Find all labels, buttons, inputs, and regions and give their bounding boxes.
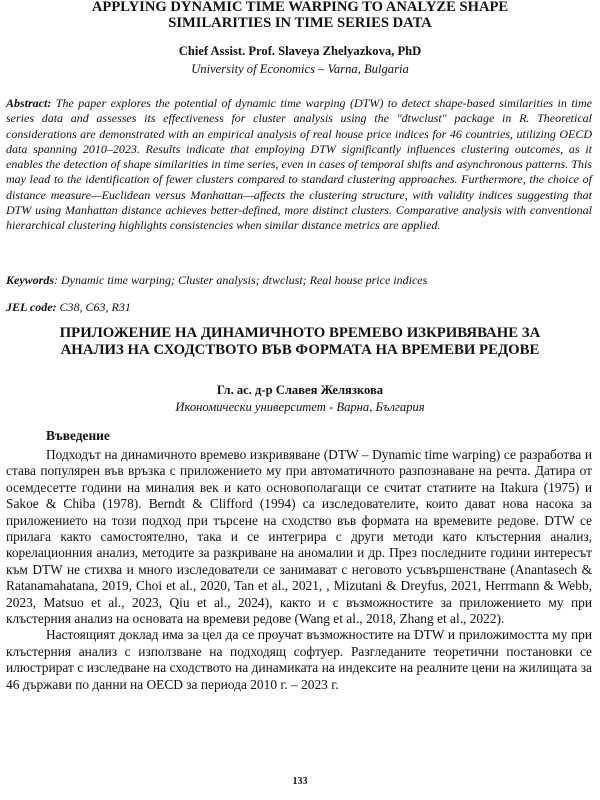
introduction-body [6,447,592,693]
jel-label: JEL code: [6,300,57,314]
english-title [0,0,600,31]
introduction-paragraph-1: Подходът на динамичното времево изкривяване (DTW – Dynamic time warping) се разработва и става популярен във връзка с приложението му при автоматичното разпознаване на речта. Датира от осемдесетте години на миналия век и като основополагащи се считат статиите на Itakura (1975) и Sakoe & Chiba (1978). Berndt & Clifford (1994) са изследователите, които дават нова насока за приложението на този подход при търсене на сходство във формата на времевите редове. DTW се прилага както самостоятелно, така и се интегрира с други методи като клъстерния анализ, корелационния анализ, методите за разкриване на аномалии и др. През последните години интересът към DTW не стихва и много изследователи се занимават с неговото усъвършенстване (Anantasech & Ratanamahatana, 2019, Choi et al., 2020, Tan et al., 2021, , Mizutani & Dreyfus, 2021, Herrmann & Webb, 2023, Matsuo et al., 2023, Qiu et al., 2024), както и с възможностите за приложението му при клъстерния анализ на основата на времеви редове (Wang et al., 2018, Zhang et al., 2022). [6,447,592,627]
english-title-line1: APPLYING DYNAMIC TIME WARPING TO ANALYZE SHAPE [91,0,509,15]
page-number: 133 [292,776,308,787]
abstract-label: Abstract: [6,96,52,110]
abstract-text: The paper explores the potential of dynamic time warping (DTW) to detect shape-based similarities in time series data and assesses its effectiveness for cluster analysis using the "dtwclust" package in R. Theoretical considerations are demonstrated with an empirical analysis of real house price indices for 46 countries, utilizing OECD data spanning 2010–2023. Results indicate that employing DTW significantly influences clustering outcomes, as it enables the detection of shape similarities in time series, even in cases of temporal shifts and asynchronous patterns. This may lead to the identification of fewer clusters compared to standard clustering approaches. Furthermore, the choice of distance measure—Euclidean versus Manhattan—affects the clustering structure, with validity indices suggesting that DTW using Manhattan distance achieves better-defined, more distinct clusters. Comparative analysis with conventional hierarchical clustering highlights consistencies when similar distance metrics are applied. [6,96,592,233]
english-title-line2: SIMILARITIES IN TIME SERIES DATA [168,14,432,31]
keywords-label: Keywords [6,273,54,287]
introduction-paragraph-2: Настоящият доклад има за цел да се проучат възможностите на DTW и приложимостта му при клъстерния анализ с използване на подходящ софтуер. Разгледаните теоретични постановки се илюстрират с изследване на сходството на динамиката на индексите на реалните цени на жилищата за 46 държави по данни на OECD за периода 2010 г. – 2023 г. [6,627,592,692]
english-affiliation: University of Economics – Varna, Bulgaria [191,62,409,76]
bulgarian-author: Гл. ас. д-р Славея Желязкова [216,383,384,397]
jel-text: C38, C63, R31 [56,300,131,314]
bulgarian-title-line1: ПРИЛОЖЕНИЕ НА ДИНАМИЧНОТО ВРЕМЕВО ИЗКРИВЯВАНЕ ЗА [59,325,541,341]
abstract [6,96,592,234]
introduction-heading: Въведение [46,428,110,443]
english-author: Chief Assist. Prof. Slaveya Zhelyazkova, PhD [178,44,422,58]
bulgarian-title-line2: АНАЛИЗ НА СХОДСТВОТО ВЪВ ФОРМАТА НА ВРЕМЕВИ РЕДОВЕ [60,342,540,358]
bulgarian-affiliation: Икономически университет - Варна, България [175,400,425,414]
keywords [6,273,592,288]
keywords-text: : Dynamic time warping; Cluster analysis; dtwclust; Real house price indices [54,273,428,287]
bulgarian-title [0,325,600,359]
jel-code [6,300,592,315]
